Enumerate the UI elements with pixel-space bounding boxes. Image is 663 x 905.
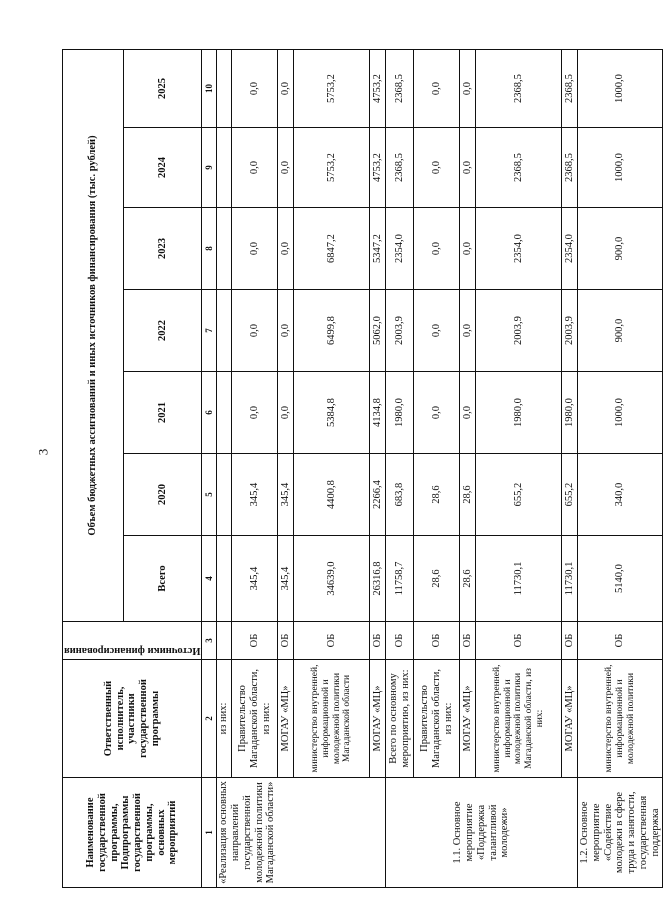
executor-cell: Правительство Магаданской области, из них: [232, 660, 278, 778]
value-cell: 345,4 [278, 454, 294, 536]
source-cell: ОБ [476, 622, 562, 660]
index-cell: 8 [202, 208, 217, 290]
table-row [476, 50, 562, 888]
value-cell: 2368,5 [386, 50, 414, 128]
source-cell: ОБ [232, 622, 278, 660]
table-row [232, 50, 278, 888]
measure-name-cell: 1.1. Основное мероприятие «Поддержка талантливой молодежи» [386, 778, 578, 888]
source-cell: ОБ [386, 622, 414, 660]
value-cell: 0,0 [232, 372, 278, 454]
header-year: 2025 [123, 50, 202, 128]
value-cell: 2368,5 [562, 128, 578, 208]
value-cell: 0,0 [278, 208, 294, 290]
value-cell: 2354,0 [386, 208, 414, 290]
value-cell: 345,4 [278, 536, 294, 622]
table-row [278, 50, 294, 888]
table-row [460, 50, 476, 888]
value-cell: 0,0 [232, 290, 278, 372]
value-cell: 0,0 [460, 208, 476, 290]
source-cell: ОБ [278, 622, 294, 660]
source-cell: ОБ [370, 622, 386, 660]
value-cell: 2003,9 [386, 290, 414, 372]
executor-cell: министерство внутренней, информационной и молодежной политики Магаданской области [294, 660, 370, 778]
value-cell: 11730,1 [562, 536, 578, 622]
value-cell: 2368,5 [476, 128, 562, 208]
value-cell: 0,0 [278, 372, 294, 454]
value-cell: 5062,0 [370, 290, 386, 372]
index-row [202, 50, 217, 888]
index-cell: 10 [202, 50, 217, 128]
value-cell: 28,6 [414, 454, 460, 536]
table-row [386, 50, 414, 888]
value-cell: 4753,2 [370, 128, 386, 208]
table-row [414, 50, 460, 888]
value-cell: 0,0 [232, 128, 278, 208]
value-cell: 0,0 [460, 372, 476, 454]
table-header [63, 50, 217, 888]
source-cell: ОБ [562, 622, 578, 660]
value-cell: 683,8 [386, 454, 414, 536]
value-cell: 0,0 [278, 128, 294, 208]
value-cell: 34639,0 [294, 536, 370, 622]
value-cell: 28,6 [414, 536, 460, 622]
value-cell: 0,0 [414, 372, 460, 454]
executor-cell: министерство внутренней, информационной и молодежной политики Магаданской области, из них: [476, 660, 562, 778]
index-cell: 7 [202, 290, 217, 372]
value-cell: 2354,0 [476, 208, 562, 290]
value-cell: 1000,0 [578, 128, 663, 208]
value-cell: 5347,2 [370, 208, 386, 290]
index-cell: 9 [202, 128, 217, 208]
value-cell [217, 128, 232, 208]
executor-cell: из них: [217, 660, 232, 778]
value-cell [217, 50, 232, 128]
value-cell [217, 372, 232, 454]
executor-cell: Правительство Магаданской области, из них: [414, 660, 460, 778]
measure-name-cell: 1.2. Основное мероприятие «Содействие молодежи в сфере труда и занятости, государственная поддержка [578, 778, 663, 888]
index-cell: 4 [202, 536, 217, 622]
value-cell: 0,0 [414, 50, 460, 128]
value-cell: 2354,0 [562, 208, 578, 290]
index-cell: 5 [202, 454, 217, 536]
value-cell: 11730,1 [476, 536, 562, 622]
header-year: 2024 [123, 128, 202, 208]
value-cell: 4753,2 [370, 50, 386, 128]
executor-cell: министерство внутренней, информационной и молодежной политики [578, 660, 663, 778]
index-cell: 6 [202, 372, 217, 454]
executor-cell: МОГАУ «МЦ» [460, 660, 476, 778]
value-cell: 2368,5 [476, 50, 562, 128]
value-cell: 0,0 [460, 290, 476, 372]
index-cell: 1 [202, 778, 217, 888]
value-cell: 0,0 [278, 290, 294, 372]
header-year: 2020 [123, 454, 202, 536]
source-cell [217, 622, 232, 660]
value-cell: 4400,8 [294, 454, 370, 536]
program-name-cell: «Реализация основных направлений государственной молодежной политики Магаданской области» [217, 778, 386, 888]
header-source-text: Источники финансирования [64, 645, 201, 656]
value-cell: 0,0 [232, 50, 278, 128]
value-cell: 2003,9 [562, 290, 578, 372]
value-cell: 5140,0 [578, 536, 663, 622]
header-year: 2021 [123, 372, 202, 454]
value-cell: 4134,8 [370, 372, 386, 454]
source-cell: ОБ [294, 622, 370, 660]
index-cell: 3 [202, 622, 217, 660]
value-cell: 345,4 [232, 536, 278, 622]
value-cell: 1980,0 [562, 372, 578, 454]
source-cell: ОБ [460, 622, 476, 660]
value-cell: 655,2 [562, 454, 578, 536]
value-cell: 1000,0 [578, 50, 663, 128]
executor-cell: МОГАУ «МЦ» [562, 660, 578, 778]
value-cell: 11758,7 [386, 536, 414, 622]
value-cell: 5753,2 [294, 128, 370, 208]
header-year: 2022 [123, 290, 202, 372]
value-cell: 900,0 [578, 290, 663, 372]
table-body [217, 50, 663, 888]
table-row [562, 50, 578, 888]
table-row [578, 50, 663, 888]
financing-table [62, 49, 663, 888]
value-cell [217, 290, 232, 372]
value-cell [217, 208, 232, 290]
value-cell: 2368,5 [386, 128, 414, 208]
value-cell [217, 454, 232, 536]
header-year: 2023 [123, 208, 202, 290]
value-cell: 2003,9 [476, 290, 562, 372]
value-cell: 900,0 [578, 208, 663, 290]
value-cell: 340,0 [578, 454, 663, 536]
value-cell: 345,4 [232, 454, 278, 536]
table-row [294, 50, 370, 888]
source-cell: ОБ [414, 622, 460, 660]
value-cell: 26316,8 [370, 536, 386, 622]
value-cell: 0,0 [414, 208, 460, 290]
value-cell: 1000,0 [578, 372, 663, 454]
value-cell: 0,0 [460, 128, 476, 208]
table-row [370, 50, 386, 888]
header-source-col [63, 622, 202, 660]
value-cell: 5384,8 [294, 372, 370, 454]
header-year: Всего [123, 536, 202, 622]
executor-cell: Всего по основному мероприятию, из них: [386, 660, 414, 778]
table-row [217, 50, 232, 888]
value-cell: 28,6 [460, 454, 476, 536]
value-cell: 2266,4 [370, 454, 386, 536]
value-cell: 0,0 [232, 208, 278, 290]
value-cell: 0,0 [460, 50, 476, 128]
executor-cell: МОГАУ «МЦ» [278, 660, 294, 778]
header-name-col: Наименование государственной программы, Подпрограммы государственной программы, основных мероприятий [63, 778, 202, 888]
value-cell: 0,0 [414, 128, 460, 208]
value-cell: 1980,0 [476, 372, 562, 454]
value-cell: 0,0 [278, 50, 294, 128]
value-cell [217, 536, 232, 622]
value-cell: 28,6 [460, 536, 476, 622]
value-cell: 2368,5 [562, 50, 578, 128]
executor-cell: МОГАУ «МЦ» [370, 660, 386, 778]
rotated-page [62, 50, 661, 888]
index-cell: 2 [202, 660, 217, 778]
header-funding-group: Объем бюджетных ассигнований и иных источников финансирования (тыс. рублей) [63, 50, 124, 622]
value-cell: 6499,8 [294, 290, 370, 372]
value-cell: 1980,0 [386, 372, 414, 454]
value-cell: 0,0 [414, 290, 460, 372]
value-cell: 5753,2 [294, 50, 370, 128]
value-cell: 655,2 [476, 454, 562, 536]
source-cell: ОБ [578, 622, 663, 660]
header-executor-col: Ответственный исполнитель, участники государственной программы [63, 660, 202, 778]
value-cell: 6847,2 [294, 208, 370, 290]
page-number: 3 [35, 448, 51, 456]
